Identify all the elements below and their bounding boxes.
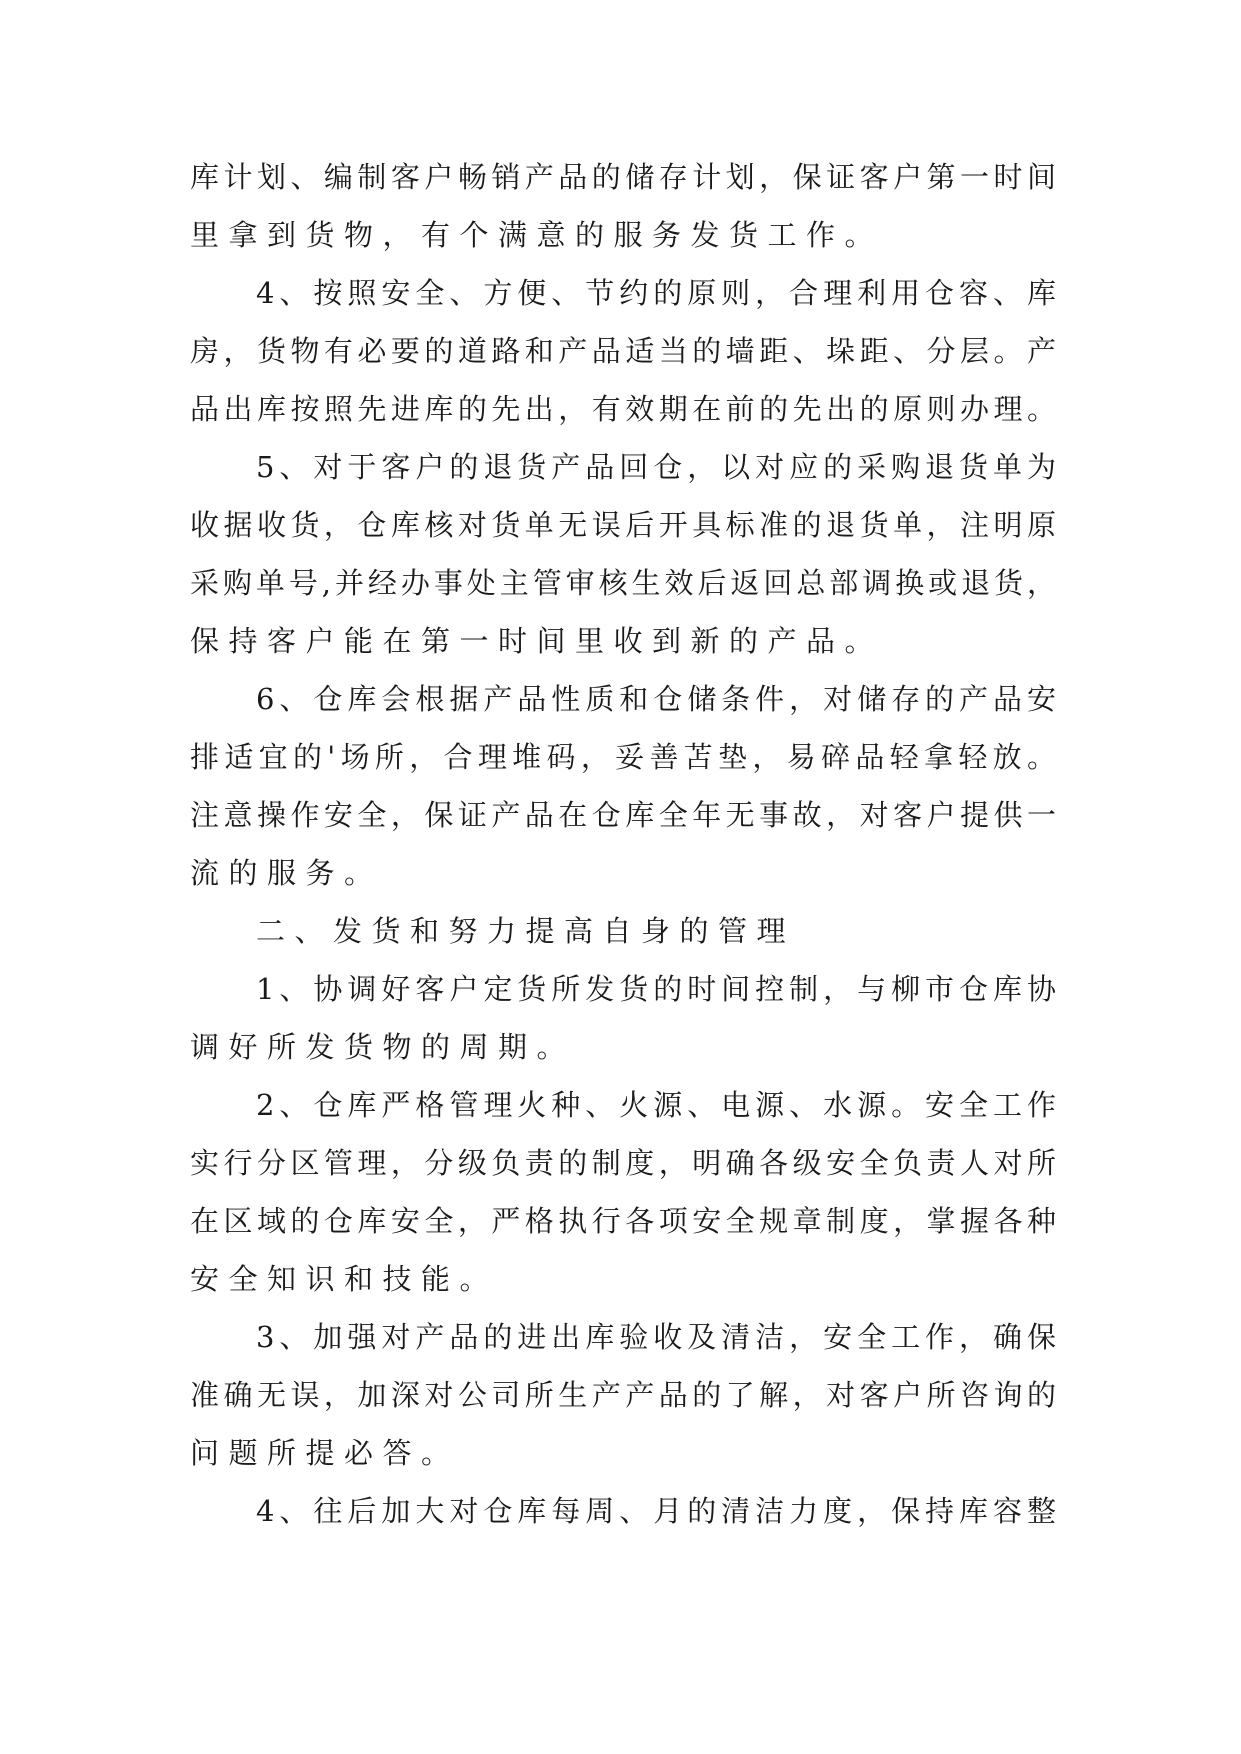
- text-line: 准确无误，加深对公司所生产产品的了解，对客户所咨询的: [190, 1378, 1056, 1412]
- text-line: 6、仓库会根据产品性质和仓储条件，对储存的产品安: [256, 682, 1056, 716]
- text-line: 4、按照安全、方便、节约的原则，合理利用仓容、库: [256, 276, 1056, 310]
- text-line: 收据收货，仓库核对货单无误后开具标准的退货单，注明原: [190, 508, 1056, 542]
- text-line: 2、仓库严格管理火种、火源、电源、水源。安全工作: [256, 1088, 1056, 1122]
- text-line: 注意操作安全，保证产品在仓库全年无事故，对客户提供一: [190, 798, 1056, 832]
- text-line: 保持客户能在第一时间里收到新的产品。: [190, 624, 884, 658]
- text-line: 问题所提必答。: [190, 1436, 460, 1470]
- text-line: 安全知识和技能。: [190, 1262, 499, 1296]
- text-line: 4、往后加大对仓库每周、月的清洁力度，保持库容整: [256, 1494, 1056, 1528]
- text-line: 房，货物有必要的道路和产品适当的墙距、垛距、分层。产: [190, 334, 1056, 368]
- text-line: 5、对于客户的退货产品回仓，以对应的采购退货单为: [256, 450, 1056, 484]
- section-heading: 二、发货和努力提高自身的管理: [256, 914, 796, 948]
- text-line: 排适宜的'场所，合理堆码，妥善苫垫，易碎品轻拿轻放。: [190, 740, 1056, 774]
- text-line: 1、协调好客户定货所发货的时间控制，与柳市仓库协: [256, 972, 1056, 1006]
- text-line: 里拿到货物，有个满意的服务发货工作。: [190, 218, 884, 252]
- text-line: 库计划、编制客户畅销产品的储存计划，保证客户第一时间: [190, 160, 1056, 194]
- text-line: 实行分区管理，分级负责的制度，明确各级安全负责人对所: [190, 1146, 1056, 1180]
- text-line: 在区域的仓库安全，严格执行各项安全规章制度，掌握各种: [190, 1204, 1056, 1238]
- text-line: 品出库按照先进库的先出，有效期在前的先出的原则办理。: [190, 392, 1056, 426]
- text-line: 采购单号,并经办事处主管审核生效后返回总部调换或退货，: [190, 566, 1056, 600]
- text-line: 调好所发货物的周期。: [190, 1030, 576, 1064]
- text-line: 流的服务。: [190, 856, 383, 890]
- text-line: 3、加强对产品的进出库验收及清洁，安全工作，确保: [256, 1320, 1056, 1354]
